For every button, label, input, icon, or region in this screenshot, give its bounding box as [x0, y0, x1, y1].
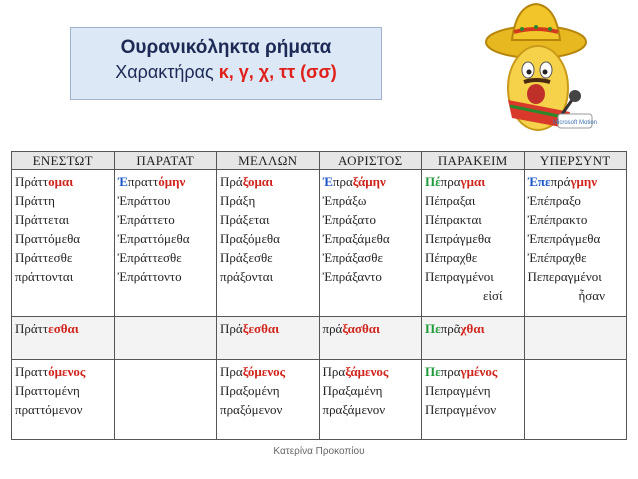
participle-cell-future	[217, 359, 320, 439]
stem-segment: Ἐ	[322, 250, 333, 265]
page-title: Ουρανικόληκτα ρήματα	[120, 37, 332, 58]
verb-form	[118, 229, 214, 248]
stem-segment: Πρα	[322, 363, 346, 379]
infinitive-form	[220, 319, 316, 338]
verb-form	[323, 267, 419, 286]
participle-form	[425, 381, 521, 400]
stem-segment: Ἐ	[322, 269, 333, 284]
infinitive-cell-perfect	[422, 317, 525, 360]
stem-segment: πρᾶ	[440, 321, 461, 337]
infinitive-form	[15, 319, 111, 338]
participle-cell-imperfect	[114, 359, 217, 439]
stem-segment: Πεπραγμένον	[425, 401, 497, 417]
indicative-cell-present	[12, 170, 115, 317]
participle-form	[220, 381, 316, 400]
ending-segment: ξόμενος	[242, 363, 286, 379]
title-box	[70, 27, 382, 100]
participle-form	[323, 381, 419, 400]
stem-segment: πραξάμεθα	[332, 231, 390, 246]
stem-segment: πράξατο	[332, 212, 376, 227]
ending-segment: Πέ	[425, 174, 441, 189]
ending-segment: Ἐ	[117, 174, 128, 189]
indicative-cell-perfect	[422, 170, 525, 317]
ending-segment: Ἐπε	[527, 174, 551, 189]
stem-segment: πράττονται	[15, 269, 74, 284]
infinitive-form	[323, 319, 419, 338]
verb-form	[528, 248, 624, 267]
stem-segment: Πεπεραγμένοι	[527, 269, 602, 284]
verb-form	[220, 191, 316, 210]
verb-form	[118, 172, 214, 191]
infinitive-cell-future	[217, 317, 320, 360]
infinitive-form	[425, 319, 521, 338]
sombrero-mascot-icon	[478, 0, 598, 150]
stem-segment: πρα	[332, 174, 353, 189]
ending-segment: ξ	[242, 174, 248, 189]
stem-segment: πραξάμενον	[322, 401, 386, 417]
stem-segment: Πράττεσθε	[15, 250, 73, 265]
ending-segment: ομαι	[48, 174, 74, 189]
ending-segment: όμενος	[48, 363, 86, 379]
stem-segment: Πράττεται	[15, 212, 70, 227]
stem-segment: Ἐπεπράγμεθα	[527, 231, 601, 246]
verb-form	[323, 210, 419, 229]
verb-form	[425, 172, 521, 191]
stem-segment: εἰσί	[483, 288, 503, 303]
participle-form	[220, 362, 316, 381]
column-header-perfect: ΠΑΡΑΚΕΙΜ	[422, 152, 525, 170]
indicative-cell-future	[217, 170, 320, 317]
stem-segment: Πέπρακται	[425, 212, 482, 227]
header-row	[12, 152, 627, 170]
ending-segment: Ἐ	[322, 174, 333, 189]
stem-segment: πράττοντο	[127, 269, 182, 284]
verb-form	[15, 267, 111, 286]
verb-form	[220, 172, 316, 191]
stem-segment: ἦσαν	[578, 288, 605, 303]
stem-segment: πραξόμενον	[220, 401, 283, 417]
stem-segment: Πραξομένη	[220, 382, 280, 398]
verb-form	[118, 267, 214, 286]
verb-form	[323, 191, 419, 210]
ending-segment: ξάμενος	[345, 363, 389, 379]
ending-segment: ξεσθαι	[242, 321, 280, 337]
stem-segment: Ἐπέπρακτο	[527, 212, 588, 227]
stem-segment: πράττου	[127, 193, 171, 208]
verb-form	[220, 267, 316, 286]
participle-cell-pluperfect	[524, 359, 627, 439]
ending-segment: εσθαι	[48, 321, 79, 337]
stem-segment: Πράξεται	[220, 212, 270, 227]
verb-form	[323, 248, 419, 267]
participle-cell-aorist	[319, 359, 422, 439]
ending-segment: όμην	[158, 174, 186, 189]
column-header-present: ΕΝΕΣΤΩΤ	[12, 152, 115, 170]
column-header-imperfect: ΠΑΡΑΤΑΤ	[114, 152, 217, 170]
verb-form	[528, 267, 624, 286]
stem-segment: Ἐ	[117, 269, 128, 284]
verb-form	[220, 229, 316, 248]
stem-segment: Πραττόμεθα	[15, 231, 81, 246]
column-header-future: ΜΕΛΛΩΝ	[217, 152, 320, 170]
verb-form	[425, 267, 521, 286]
verb-form	[15, 191, 111, 210]
stem-segment: πρα	[440, 363, 461, 379]
verb-form	[220, 210, 316, 229]
stem-segment: Πράξη	[220, 193, 256, 208]
participle-form	[425, 400, 521, 419]
participle-form	[15, 362, 111, 381]
stem-segment: πράττετο	[127, 212, 175, 227]
stem-segment: Ἐ	[117, 250, 128, 265]
participle-form	[323, 362, 419, 381]
stem-segment: Πραξόμεθα	[220, 231, 280, 246]
indicative-cell-imperfect	[114, 170, 217, 317]
indicative-row	[12, 170, 627, 317]
stem-segment: Ἐ	[322, 193, 333, 208]
verb-form	[15, 210, 111, 229]
stem-segment: Πράττ	[15, 321, 49, 337]
stem-segment: πρά	[550, 174, 571, 189]
stem-segment: Πέπραξαι	[425, 193, 476, 208]
indicative-cell-aorist	[319, 170, 422, 317]
verb-form	[15, 172, 111, 191]
participle-form	[15, 381, 111, 400]
verb-form	[118, 210, 214, 229]
verb-form	[323, 172, 419, 191]
indicative-cell-pluperfect	[524, 170, 627, 317]
stem-segment: πράττεσθε	[127, 250, 182, 265]
ending-segment: γμαι	[460, 174, 486, 189]
verb-form	[425, 248, 521, 267]
infinitive-cell-present	[12, 317, 115, 360]
stem-segment: Πεπράγμεθα	[425, 231, 491, 246]
column-header-aorist: ΑΟΡΙΣΤΟΣ	[319, 152, 422, 170]
stem-segment: Πρά	[220, 321, 243, 337]
stem-segment: Ἐ	[117, 231, 128, 246]
stem-segment: Πεπραγμένοι	[425, 269, 494, 284]
ending-segment: ομαι	[247, 174, 274, 189]
stem-segment: Πρα	[220, 363, 243, 379]
stem-segment: Πράξεσθε	[220, 250, 273, 265]
verb-form	[528, 210, 624, 229]
verb-form	[425, 191, 521, 210]
author-credit: Κατερίνα Προκοπίου	[273, 446, 365, 457]
column-header-pluperfect: ΥΠΕΡΣΥΝΤ	[524, 152, 627, 170]
subtitle-characters: κ, γ, χ, ττ (σσ)	[218, 62, 337, 82]
page-subtitle	[71, 62, 381, 83]
participle-cell-perfect	[422, 359, 525, 439]
stem-segment: πραττ	[127, 174, 159, 189]
verb-form	[118, 191, 214, 210]
stem-segment: Πρά	[220, 174, 243, 189]
infinitive-cell-pluperfect	[524, 317, 627, 360]
stem-segment: Πραττομένη	[15, 382, 80, 398]
stem-segment: Ἐ	[322, 212, 333, 227]
participle-form	[323, 400, 419, 419]
stem-segment: πράξαντο	[332, 269, 382, 284]
verb-form	[220, 248, 316, 267]
participle-form	[220, 400, 316, 419]
stem-segment: Ἐπέπραξο	[527, 193, 581, 208]
participle-cell-present	[12, 359, 115, 439]
stem-segment: Πέπραχθε	[425, 250, 478, 265]
ending-segment: γμην	[570, 174, 598, 189]
conjugation-table	[11, 151, 627, 440]
verb-form	[425, 210, 521, 229]
ending-segment: γμένος	[460, 363, 498, 379]
verb-form	[425, 229, 521, 248]
verb-form	[528, 191, 624, 210]
stem-segment: Ἐ	[117, 212, 128, 227]
verb-form	[425, 286, 521, 305]
ending-segment: χθαι	[460, 321, 485, 337]
stem-segment: πράξασθε	[332, 250, 383, 265]
stem-segment: Ἐ	[117, 193, 128, 208]
verb-form	[118, 248, 214, 267]
stem-segment: Πράττη	[15, 193, 55, 208]
stem-segment: Ἐ	[322, 231, 333, 246]
infinitive-cell-imperfect	[114, 317, 217, 360]
stem-segment: Πραξαμένη	[322, 382, 383, 398]
infinitive-cell-aorist	[319, 317, 422, 360]
ending-segment: Πε	[425, 321, 441, 337]
verb-form	[528, 286, 624, 305]
stem-segment: πράξονται	[220, 269, 274, 284]
mascot-badge-text: Microsoft Motion	[552, 120, 598, 126]
stem-segment: Πραττ	[15, 363, 49, 379]
stem-segment: πρα	[440, 174, 461, 189]
ending-segment: ξάμην	[352, 174, 386, 189]
subtitle-prefix: Χαρακτήρας	[115, 62, 219, 82]
verb-form	[15, 229, 111, 248]
stem-segment: πρά	[322, 321, 343, 337]
stem-segment: πραττόμεθα	[127, 231, 190, 246]
stem-segment: πράξω	[332, 193, 367, 208]
participle-row	[12, 359, 627, 439]
stem-segment: Πράττ	[15, 174, 49, 189]
participle-form	[15, 400, 111, 419]
verb-form	[15, 248, 111, 267]
stem-segment: Ἐπέπραχθε	[527, 250, 587, 265]
ending-segment: ξασθαι	[342, 321, 381, 337]
infinitive-row	[12, 317, 627, 360]
verb-form	[323, 229, 419, 248]
participle-form	[425, 362, 521, 381]
stem-segment: Πεπραγμένη	[425, 382, 491, 398]
ending-segment: Πε	[425, 363, 441, 379]
verb-form	[528, 229, 624, 248]
stem-segment: πραττόμενον	[15, 401, 83, 417]
verb-form	[528, 172, 624, 191]
